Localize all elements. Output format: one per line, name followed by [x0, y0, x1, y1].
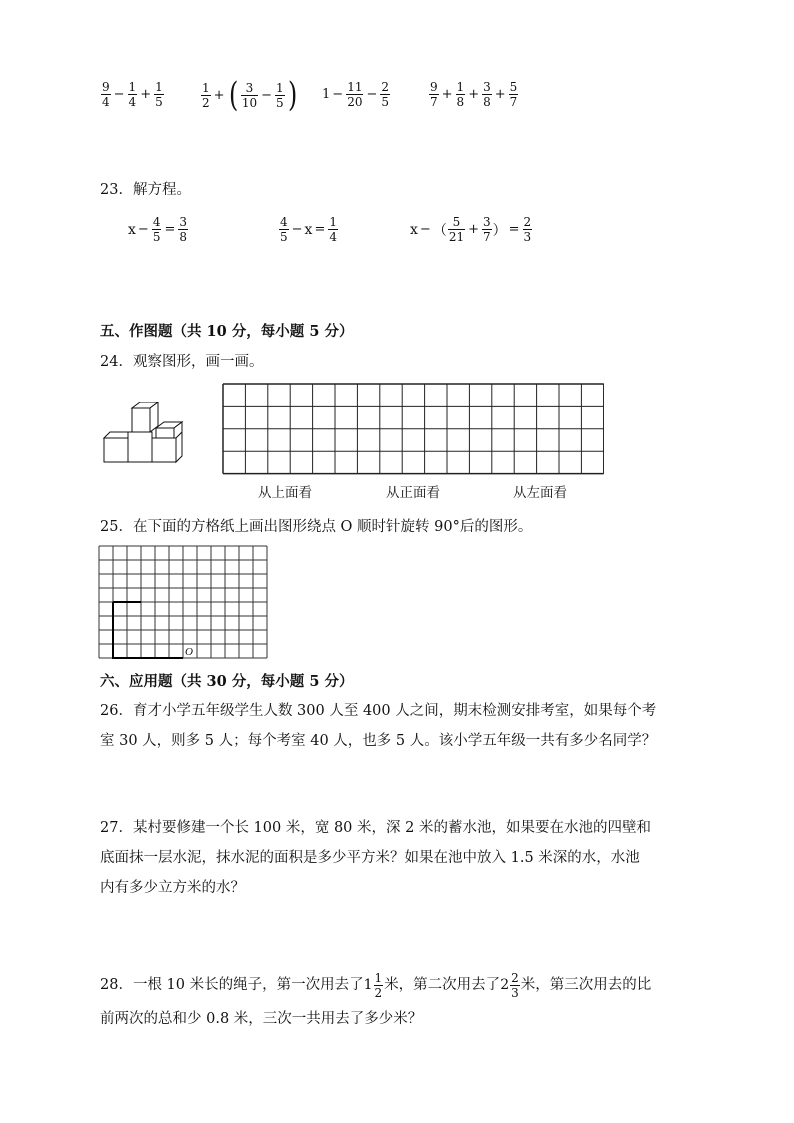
expression-4	[428, 80, 519, 109]
operator: +	[494, 87, 506, 102]
fraction: $\frac{1}{5}$	[276, 80, 284, 110]
operator: +	[213, 87, 225, 103]
mixed-number-1: 1 $\frac{1}{2}$	[363, 970, 383, 1000]
fraction: $\frac{4}{5}$	[152, 215, 161, 244]
fraction: $\frac{1}{2}$	[202, 80, 210, 110]
fraction: $\frac{9}{7}$	[430, 80, 438, 109]
cube-front-face	[128, 432, 152, 462]
question-28-text-a: 28．一根 10 米长的绳子，第一次用去了	[100, 977, 364, 993]
fraction: $\frac{4}{5}$	[280, 215, 288, 244]
view-label-front: 从正面看	[386, 485, 440, 501]
grid-25[interactable]	[98, 545, 270, 661]
question-26-line-1: 26．育才小学五年级学生人数 300 人至 400 人之间，期末检测安排考室，如果每个考	[100, 703, 657, 719]
operator: −	[261, 87, 272, 103]
equals-sign: =	[508, 222, 520, 237]
equals-sign: =	[314, 222, 326, 237]
expression-2	[200, 75, 299, 115]
view-label-left: 从左面看	[513, 485, 567, 501]
cube-stack-figure	[100, 402, 192, 466]
question-26	[100, 700, 700, 752]
cube-front-face	[132, 408, 150, 432]
variable-x: x	[128, 221, 136, 238]
fraction: $\frac{2}{5}$	[381, 80, 390, 109]
question-28-line-2: 前两次的总和少 0.8 米，三次一共用去了多少米？	[100, 1011, 423, 1027]
operator: −	[419, 222, 431, 237]
fraction: $\frac{9}{4}$	[102, 80, 110, 109]
view-label-top: 从上面看	[258, 485, 312, 501]
question-23-title: 23．解方程。	[100, 182, 191, 198]
operator: −	[366, 87, 378, 102]
question-24-title: 24．观察图形，画一画。	[100, 354, 264, 370]
question-27-line-1: 27．某村要修建一个长 100 米，宽 80 米，深 2 米的蓄水池，如果要在水池的四壁和	[100, 820, 651, 836]
fraction: $\frac{1}{4}$	[128, 80, 137, 109]
cube-front-face	[152, 438, 176, 462]
question-27-line-3: 内有多少立方米的水？	[100, 880, 245, 896]
variable-x: x	[304, 221, 313, 238]
fraction: $\frac{3}{10}$	[241, 80, 258, 110]
fraction: $\frac{1}{4}$	[329, 215, 337, 244]
fraction: $\frac{3}{8}$	[483, 80, 491, 109]
whole-number: 1	[322, 87, 331, 102]
equation-3	[410, 215, 533, 244]
fraction: $\frac{5}{7}$	[509, 80, 518, 109]
point-o-label: O	[185, 646, 193, 658]
right-paren: )	[287, 75, 297, 115]
grid-24[interactable]	[222, 383, 604, 475]
question-28-text-b: 米，第二次用去了	[384, 977, 501, 993]
expression-3	[322, 80, 391, 109]
question-25-title: 25．在下面的方格纸上画出图形绕点 O 顺时针旋转 90°后的图形。	[100, 519, 533, 535]
cube-side-face	[176, 432, 182, 462]
operator: −	[291, 222, 303, 237]
operator: +	[140, 87, 152, 102]
right-paren: ）	[492, 222, 507, 239]
fraction: $\frac{11}{20}$	[347, 80, 363, 109]
fraction: $\frac{1}{5}$	[155, 80, 163, 109]
fraction: $\frac{1}{8}$	[456, 80, 465, 109]
operator: −	[332, 87, 344, 102]
fraction: $\frac{3}{8}$	[179, 215, 187, 244]
variable-x: x	[410, 221, 418, 238]
question-28-text-c: 米，第三次用去的比	[520, 977, 652, 993]
question-28	[100, 968, 710, 1030]
fraction: $\frac{3}{7}$	[483, 215, 491, 244]
section-6-heading: 六、应用题（共 30 分，每小题 5 分）	[100, 673, 354, 690]
cube-front-face	[104, 438, 128, 462]
operator: +	[468, 87, 480, 102]
equation-2	[278, 215, 339, 244]
question-27	[100, 817, 700, 899]
question-26-line-2: 室 30 人，则多 5 人；每个考室 40 人，也多 5 人。该小学五年级一共有多少名同学？	[100, 733, 657, 749]
question-28-line-1	[100, 968, 710, 1002]
equals-sign: =	[164, 222, 176, 237]
mixed-number-2: 2 $\frac{2}{3}$	[500, 970, 519, 1000]
operator: +	[441, 87, 453, 102]
left-paren: （	[432, 222, 447, 239]
operator: +	[468, 222, 479, 237]
question-27-line-2: 底面抹一层水泥，抹水泥的面积是多少平方米？如果在池中放入 1.5 米深的水，水池	[100, 850, 640, 866]
operator: −	[137, 222, 149, 237]
equation-1	[128, 215, 189, 244]
fraction: $\frac{5}{21}$	[448, 215, 465, 244]
expression-1	[100, 80, 165, 109]
left-paren: (	[228, 75, 238, 115]
fraction: $\frac{2}{3}$	[523, 215, 532, 244]
operator: −	[113, 87, 125, 102]
section-5-heading: 五、作图题（共 10 分，每小题 5 分）	[100, 323, 354, 340]
